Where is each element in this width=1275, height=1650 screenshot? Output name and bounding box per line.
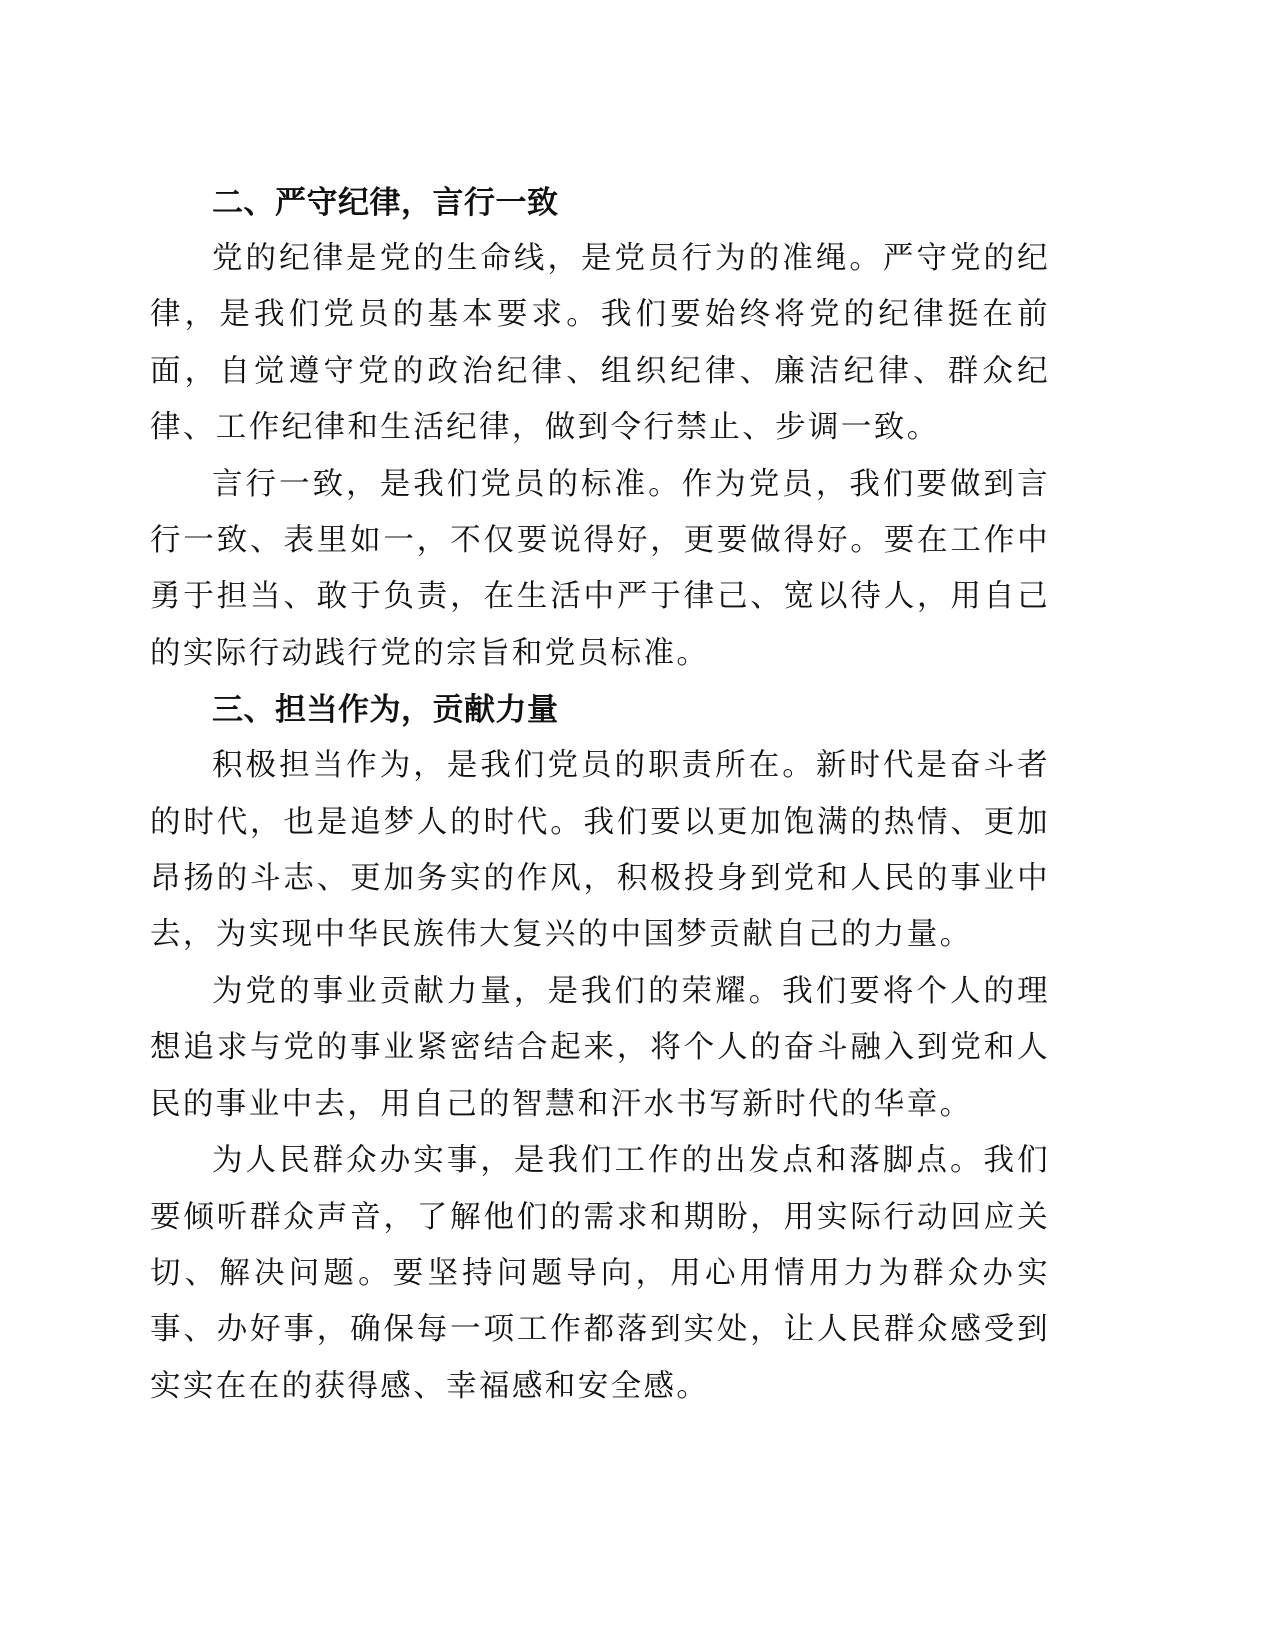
paragraph: 为党的事业贡献力量，是我们的荣耀。我们要将个人的理想追求与党的事业紧密结合起来，将个人的奋斗融入到党和人民的事业中去，用自己的智慧和汗水书写新时代的华章。: [150, 973, 1050, 1122]
paragraph: 言行一致，是我们党员的标准。作为党员，我们要做到言行一致、表里如一，不仅要说得好，更要做得好。要在工作中勇于担当、敢于负责，在生活中严于律己、宽以待人，用自己的实际行动践行党的宗旨和党员标准。: [150, 466, 1050, 671]
paragraph: 党的纪律是党的生命线，是党员行为的准绳。严守党的纪律，是我们党员的基本要求。我们要始终将党的纪律挺在前面，自觉遵守党的政治纪律、组织纪律、廉洁纪律、群众纪律、工作纪律和生活纪律，做到令行禁止、步调一致。: [150, 241, 1050, 446]
document-page: [150, 175, 1050, 1415]
section-contribution: [150, 682, 1050, 1415]
section-heading: 二、严守纪律，言行一致: [212, 185, 559, 221]
paragraph: 积极担当作为，是我们党员的职责所在。新时代是奋斗者的时代，也是追梦人的时代。我们要以更加饱满的热情、更加昂扬的斗志、更加务实的作风，积极投身到党和人民的事业中去，为实现中华民族伟大复兴的中国梦贡献自己的力量。: [150, 748, 1050, 953]
section-discipline: [150, 175, 1050, 682]
paragraph: 为人民群众办实事，是我们工作的出发点和落脚点。我们要倾听群众声音，了解他们的需求和期盼，用实际行动回应关切、解决问题。要坚持问题导向，用心用情用力为群众办实事、办好事，确保每一项工作都落到实处，让人民群众感受到实实在在的获得感、幸福感和安全感。: [150, 1143, 1050, 1404]
section-heading: 三、担当作为，贡献力量: [212, 692, 559, 729]
